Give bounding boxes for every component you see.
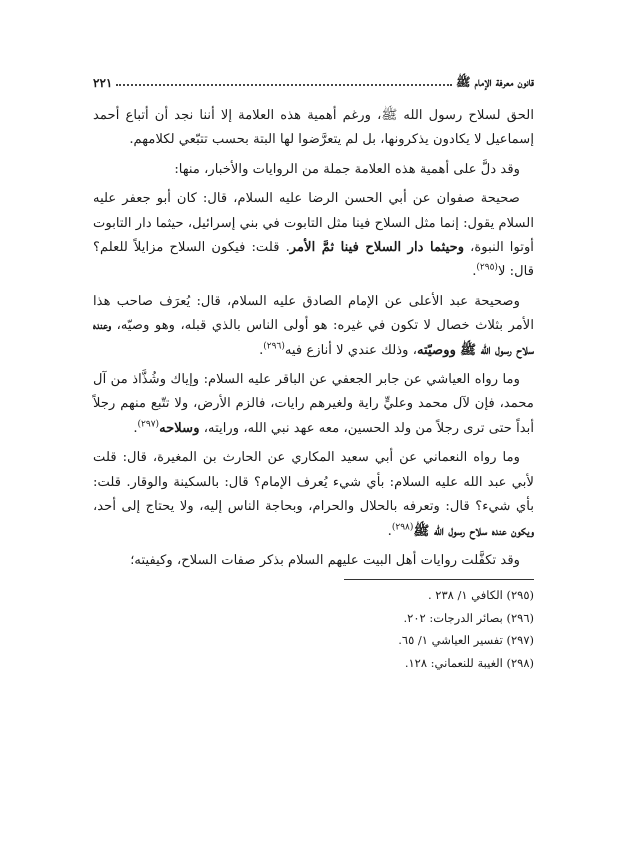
text-segment: وقد تكفَّلت روايات أهل البيت عليهم السلام بذكر صفات السلاح، وكيفيته؛ xyxy=(130,552,520,568)
document-page xyxy=(93,74,534,674)
bold-text: وسلاحه xyxy=(159,420,200,436)
text-segment: ، وذلك عندي لا أنازع فيه xyxy=(284,342,417,358)
text-segment: وقد دلَّ على أهمية هذه العلامة جملة من الروايات والأخبار، منها: xyxy=(174,161,520,177)
running-header xyxy=(93,74,534,92)
footnote-reference: (٢٩٧) xyxy=(137,419,160,430)
text-segment: . xyxy=(259,342,264,358)
bold-text: وحيثما دار السلاح فينا ثمَّ الأمر xyxy=(289,240,465,256)
text-segment: صحيحة صفوان عن أبي الحسن الرضا عليه السلام، قال: كان أبو جعفر عليه السلام يقول: إنما مثل السلاح فينا مثل التابوت في بني إسرائيل، حيثما دار التابوت أوتوا النبوة، xyxy=(93,191,534,256)
paragraph xyxy=(93,549,534,573)
footnote: (٢٩٨) الغيبة للنعماني: ١٢٨. xyxy=(404,655,534,670)
paragraph xyxy=(93,446,534,544)
paragraph xyxy=(93,104,534,153)
bold-text: وعنده سلاح رسول الله ﷺ xyxy=(93,318,534,358)
paragraph xyxy=(93,290,534,363)
body-text xyxy=(93,104,534,573)
text-segment: وصحيحة عبد الأعلى عن الإمام الصادق عليه السلام، قال: يُعرَف صاحب هذا الأمر بثلاث خصال لا تكون في غيره: هو أولى الناس بالذي قبله، وهو وصيّه، xyxy=(93,293,534,334)
text-segment: وما رواه النعماني عن أبي سعيد المكاري عن الحارث بن المغيرة، قال: قلت لأبي عبد الله عليه السلام: بأي شيء يُعرف الإمام؟ قال: بالسكينة والوقار. قلت: بأي شيء؟ قال: وتعرفه بالحلال والحرام، وبحاجة الناس إليه، ولا يحتاج إلى أحد، xyxy=(93,450,534,515)
footnotes xyxy=(93,584,534,674)
footnote: (٢٩٦) بصائر الدرجات: ٢٠٢. xyxy=(403,610,534,625)
paragraph xyxy=(93,158,534,182)
footnote-reference: (٢٩٨) xyxy=(391,522,414,533)
text-segment: . xyxy=(133,420,138,436)
bold-text: ويكون عنده سلاح رسول الله ﷺ xyxy=(413,523,534,539)
footnote-reference: (٢٩٦) xyxy=(263,341,285,352)
text-segment: الحق لسلاح رسول الله ﷺ، ورغم أهمية هذه العلامة إلا أننا نجد أن أتباع أحمد إسماعيل لا يكادون يذكرونها، بل لم يتعرَّضوا لها البتة بحسب تتبّعي لكلامهم. xyxy=(93,108,534,148)
leader-dots xyxy=(116,84,452,86)
paragraph xyxy=(93,368,534,441)
text-segment: . قلت: فيكون السلاح مزايلاً للعلم؟ قال: لا xyxy=(93,240,534,280)
footnote-separator xyxy=(344,579,534,580)
paragraph xyxy=(93,187,534,285)
bold-text: ووصيّته xyxy=(416,342,456,358)
running-title: قانون معرفة الإمام ﷺ xyxy=(455,74,534,89)
footnote: (٢٩٧) تفسير العياشي ١/ ٦٥. xyxy=(398,633,534,648)
text-segment: . xyxy=(387,523,392,539)
text-segment: وما رواه العياشي عن جابر الجعفي عن الباقر عليه السلام: وإياك وشُذَّاذ من آل محمد، فإن لآل محمد وعليٍّ راية ولغيرهم رايات، فالزم الأرض، ولا تتّبع منهم رجلاً أبداً حتى ترى رجلاً من ولد الحسين، معه عهد نبي الله، ورايته، xyxy=(93,372,534,436)
page-number: ٢٢١ xyxy=(93,76,113,90)
text-segment: . xyxy=(472,264,477,280)
footnote: (٢٩٥) الكافي ١/ ٢٣٨ . xyxy=(427,588,534,603)
footnote-reference: (٢٩٥) xyxy=(476,263,498,274)
